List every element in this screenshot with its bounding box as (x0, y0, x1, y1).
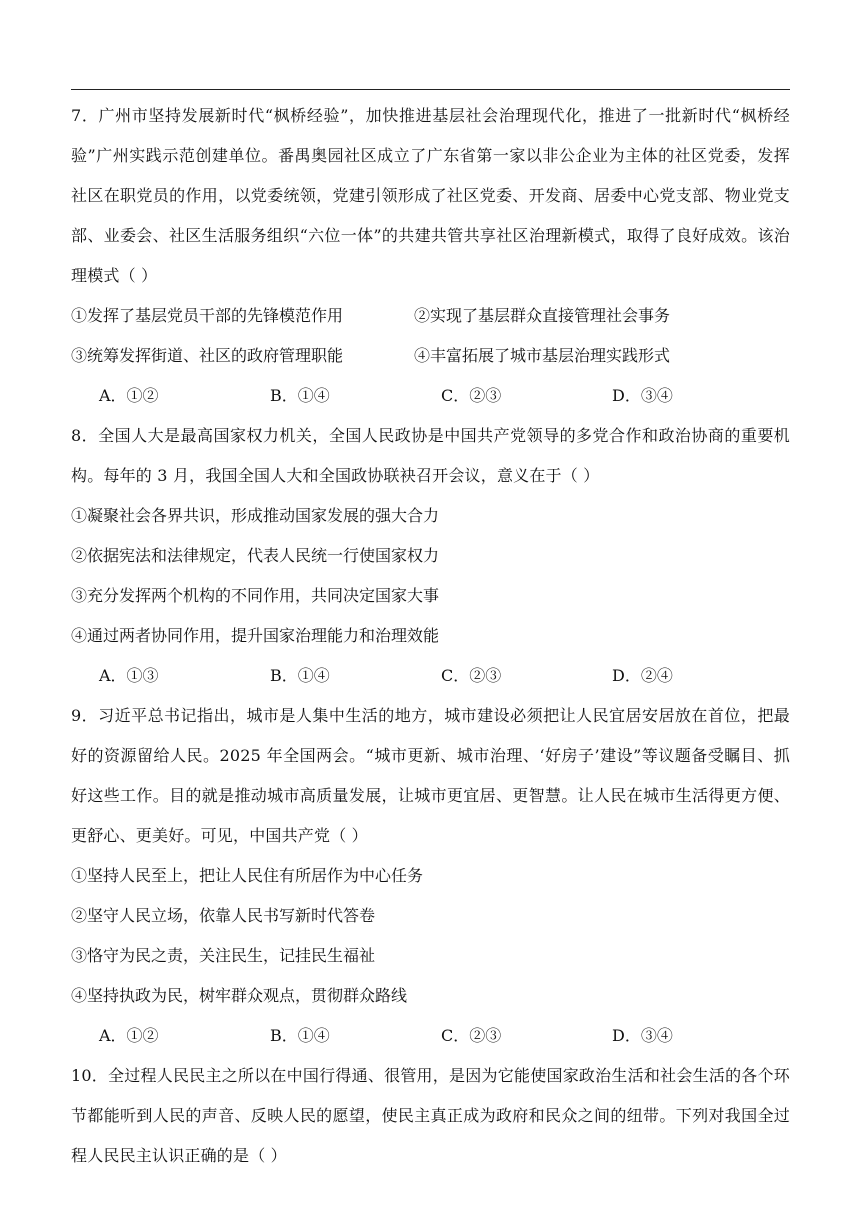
question-7-choices (71, 376, 790, 416)
question-7-choice-d: D．③④ (612, 386, 673, 405)
question-9-choice-a: A．①② (99, 1026, 159, 1045)
question-7-options-row-1 (71, 296, 790, 336)
question-7-option-2: ②实现了基层群众直接管理社会事务 (414, 306, 671, 325)
question-8-option-4: ④通过两者协同作用，提升国家治理能力和治理效能 (71, 626, 440, 645)
question-9-choices (71, 1016, 790, 1056)
question-7-option-4: ④丰富拓展了城市基层治理实践形式 (414, 346, 671, 365)
question-8-choice-b: B．①④ (270, 666, 330, 685)
question-9-option-3: ③恪守为民之责，关注民生，记挂民生福祉 (71, 946, 376, 965)
header-rule (71, 89, 790, 90)
question-8-option-1: ①凝聚社会各界共识，形成推动国家发展的强大合力 (71, 506, 440, 525)
question-7-choice-c: C．②③ (441, 386, 502, 405)
question-7-option-3: ③统筹发挥街道、社区的政府管理职能 (71, 346, 344, 365)
question-10-stem: 10．全过程人民民主之所以在中国行得通、很管用，是因为它能使国家政治生活和社会生活的各个环节都能听到人民的声音、反映人民的愿望，使民主真正成为政府和民众之间的纽带。下列对我国全过程人民民主认识正确的是（ ） (71, 1066, 790, 1165)
question-7-stem: 7．广州市坚持发展新时代“枫桥经验”，加快推进基层社会治理现代化，推进了一批新时代“枫桥经验”广州实践示范创建单位。番禺奥园社区成立了广东省第一家以非公企业为主体的社区党委，发挥社区在职党员的作用，以党委统领，党建引领形成了社区党委、开发商、居委中心党支部、物业党支部、业委会、社区生活服务组织“六位一体”的共建共管共享社区治理新模式，取得了良好成效。该治理模式（ ） (71, 106, 790, 285)
question-9-option-4: ④坚持执政为民，树牢群众观点，贯彻群众路线 (71, 986, 408, 1005)
question-8-choices (71, 656, 790, 696)
question-9-stem: 9．习近平总书记指出，城市是人集中生活的地方，城市建设必须把让人民宜居安居放在首位，把最好的资源留给人民。2025 年全国两会。“城市更新、城市治理、‘好房子’建设”等议题备受瞩目、抓好这些工作。目的就是推动城市高质量发展，让城市更宜居、更智慧。让人民在城市生活得更方便、更舒心、更美好。可见，中国共产党（ ） (71, 706, 790, 845)
question-9-choice-b: B．①④ (270, 1026, 330, 1045)
question-8-choice-a: A．①③ (99, 666, 159, 685)
document-body (71, 96, 790, 1176)
question-8-choice-d: D．②④ (612, 666, 673, 685)
question-9-choice-c: C．②③ (441, 1026, 502, 1045)
question-7-choice-a: A．①② (99, 386, 159, 405)
question-9-option-1: ①坚持人民至上，把让人民住有所居作为中心任务 (71, 866, 424, 885)
question-8-stem: 8．全国人大是最高国家权力机关，全国人民政协是中国共产党领导的多党合作和政治协商的重要机构。每年的 3 月，我国全国人大和全国政协联袂召开会议，意义在于（ ） (71, 426, 790, 485)
question-9-choice-d: D．③④ (612, 1026, 673, 1045)
question-7-options-row-2 (71, 336, 790, 376)
question-8-choice-c: C．②③ (441, 666, 502, 685)
question-8-option-3: ③充分发挥两个机构的不同作用，共同决定国家大事 (71, 586, 440, 605)
question-7-choice-b: B．①④ (270, 386, 330, 405)
question-9-option-2: ②坚守人民立场，依靠人民书写新时代答卷 (71, 906, 376, 925)
question-8-option-2: ②依据宪法和法律规定，代表人民统一行使国家权力 (71, 546, 440, 565)
question-7-option-1: ①发挥了基层党员干部的先锋模范作用 (71, 306, 344, 325)
